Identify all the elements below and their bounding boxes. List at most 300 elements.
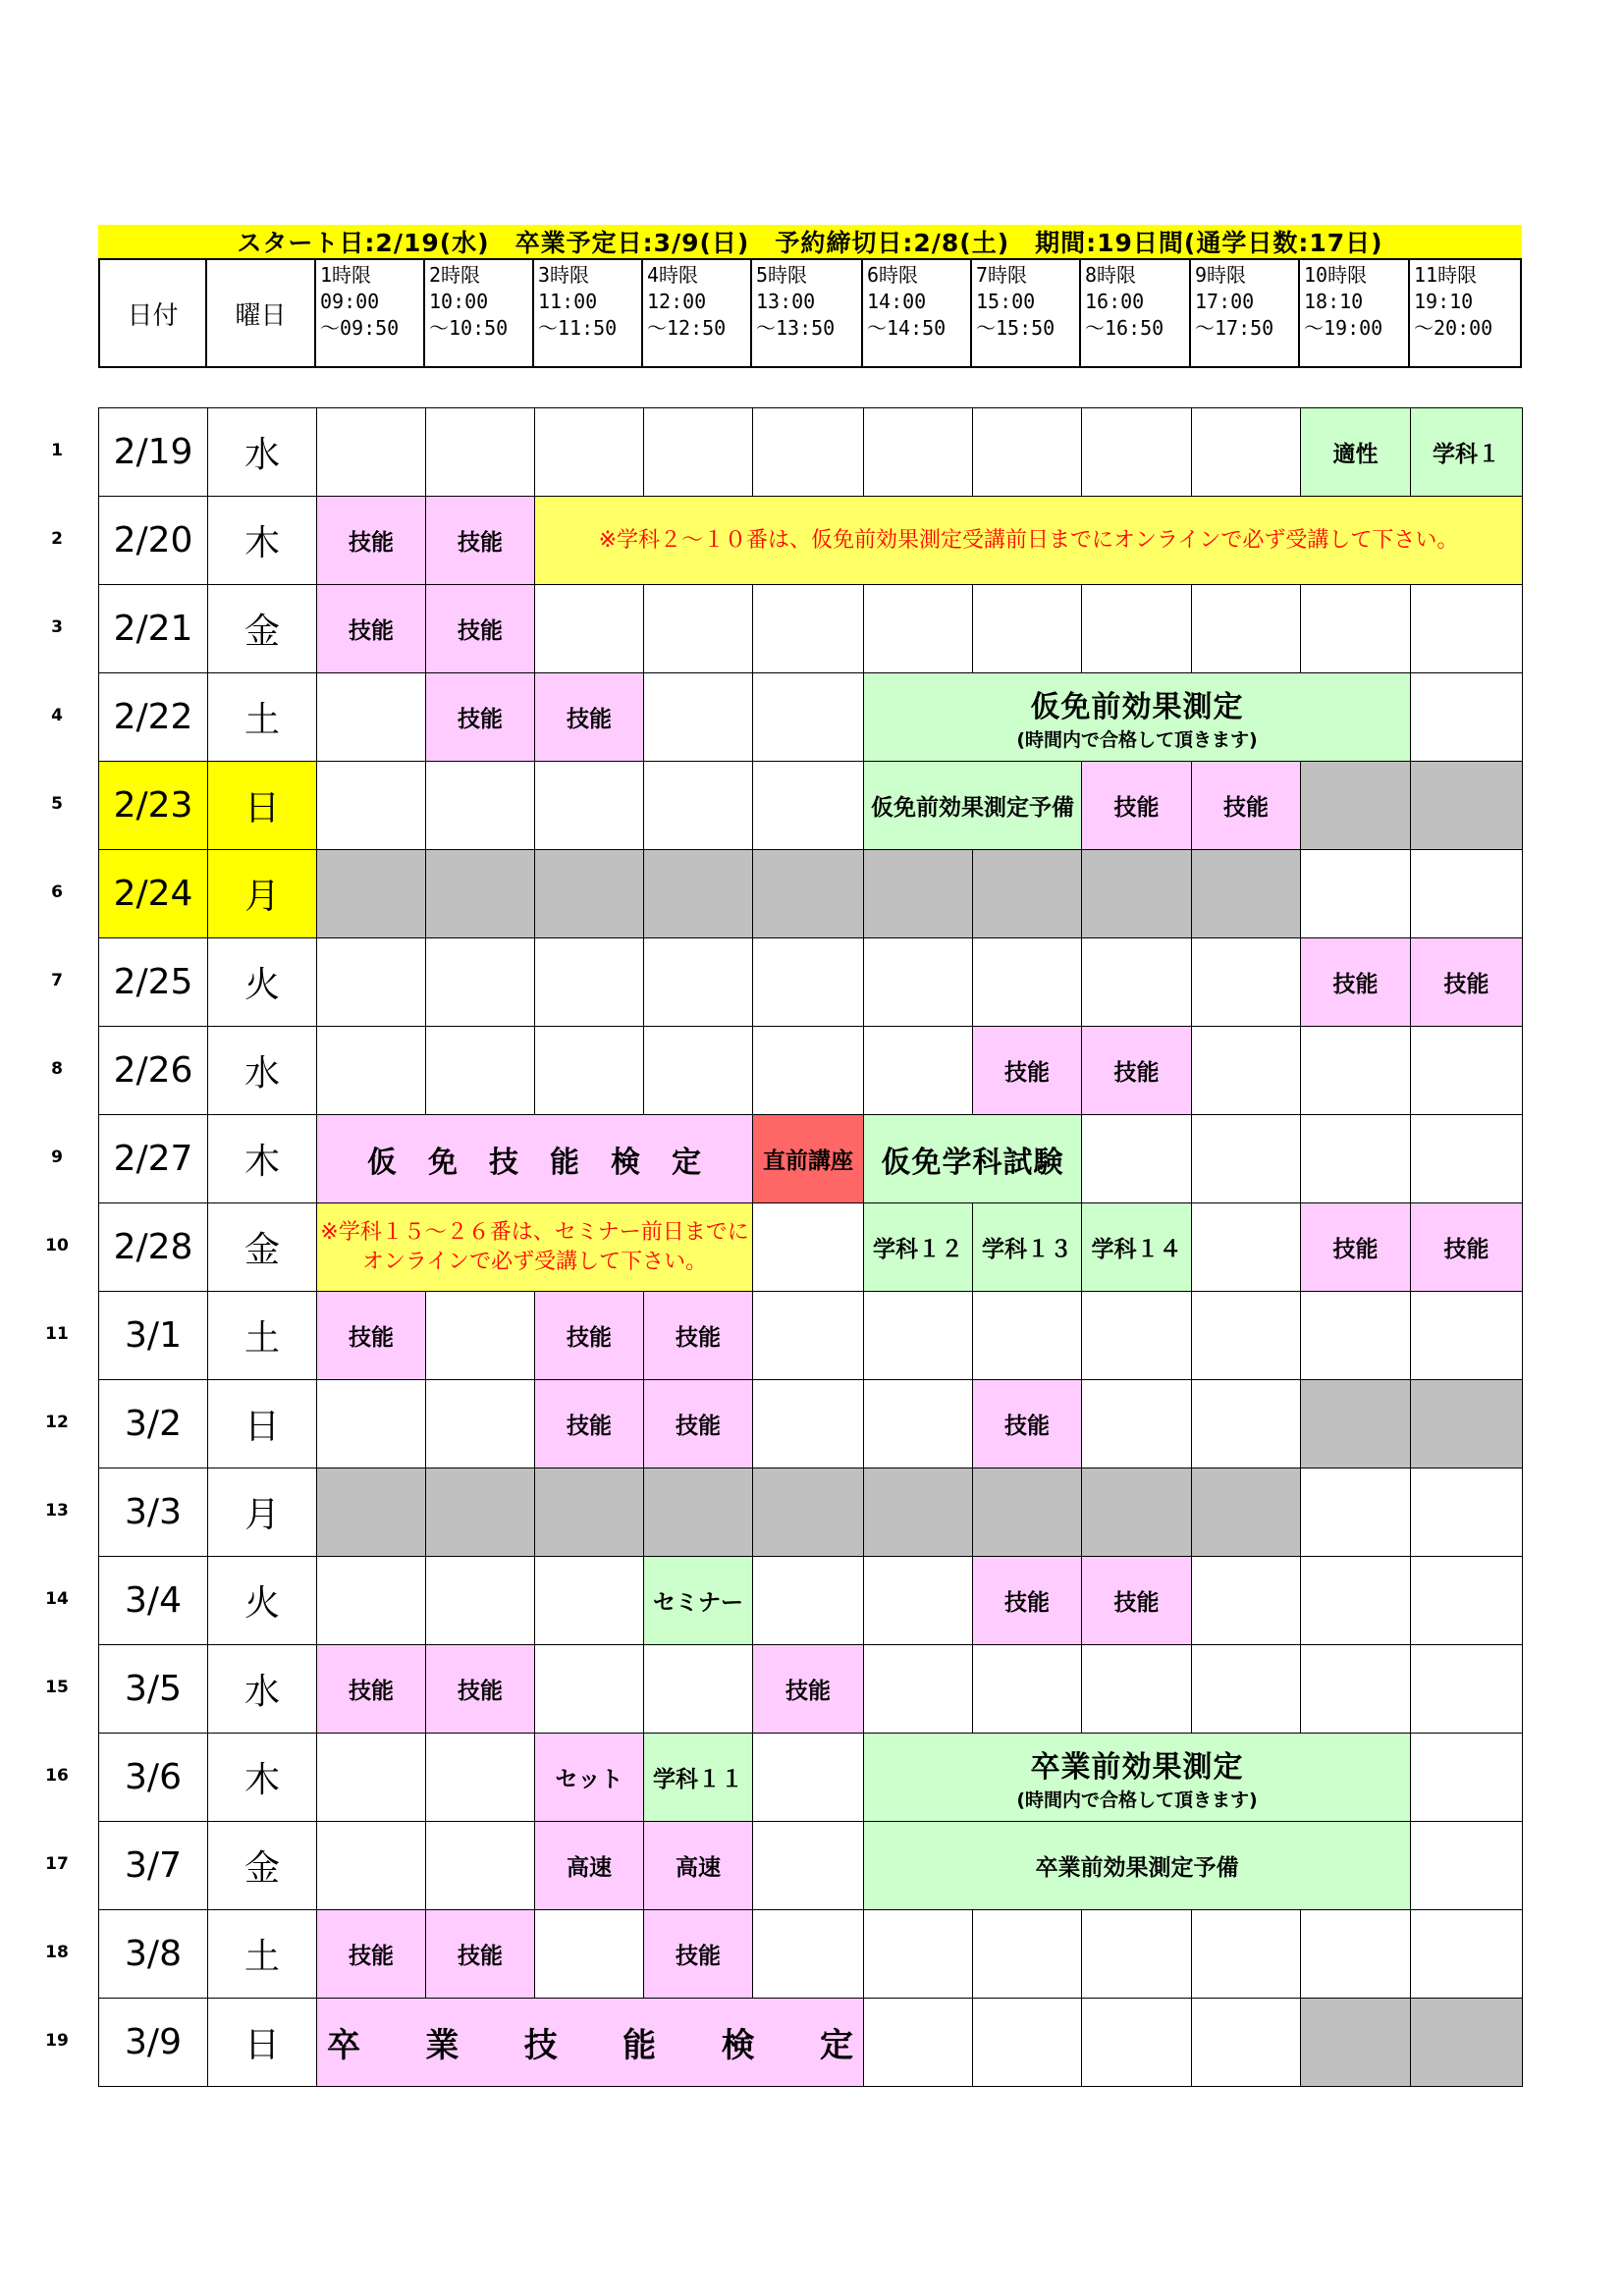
entry-label: 適性	[1332, 442, 1379, 467]
empty-slot	[1191, 584, 1301, 673]
row-weekday: 火	[207, 1556, 317, 1645]
entry-label: 技能	[349, 618, 394, 644]
row-weekday: 日	[207, 761, 317, 850]
schedule-entry	[1300, 1202, 1411, 1292]
empty-slot	[863, 1909, 973, 1999]
period-name: 4時限	[647, 263, 699, 287]
empty-slot	[1081, 1291, 1192, 1380]
period-end: ～19:00	[1304, 316, 1383, 340]
row-weekday: 土	[207, 1291, 317, 1380]
schedule-entry	[863, 672, 1411, 762]
period-end: ～14:50	[867, 316, 947, 340]
schedule-entry	[863, 1114, 1082, 1203]
closed-slot	[1191, 1468, 1301, 1557]
entry-label: 仮 免 技 能 検 定	[367, 1145, 702, 1180]
entry-label: 技能	[349, 1679, 394, 1704]
schedule-entry	[972, 1202, 1082, 1292]
period-name: 7時限	[976, 263, 1028, 287]
schedule-entry	[316, 1998, 864, 2087]
empty-slot	[425, 761, 535, 850]
schedule-entry	[534, 1291, 644, 1380]
period-name: 8時限	[1085, 263, 1137, 287]
schedule-entry	[1081, 1556, 1192, 1645]
empty-slot	[1191, 1998, 1301, 2087]
empty-slot	[1410, 672, 1523, 762]
empty-slot	[1410, 1644, 1523, 1734]
row-number: 19	[45, 2031, 69, 2051]
empty-slot	[752, 1733, 864, 1822]
entry-label: 技能	[567, 1414, 612, 1439]
row-weekday: 木	[207, 496, 317, 585]
schedule-entry	[752, 1644, 864, 1734]
closed-slot	[316, 849, 426, 938]
entry-label: 技能	[785, 1679, 831, 1704]
schedule-entry	[752, 1114, 864, 1203]
row-number: 9	[51, 1148, 63, 1167]
closed-slot	[425, 849, 535, 938]
empty-slot	[863, 1379, 973, 1468]
empty-slot	[1191, 1644, 1301, 1734]
closed-slot	[316, 1468, 426, 1557]
row-number: 16	[45, 1766, 69, 1786]
row-date: 3/6	[98, 1733, 208, 1822]
empty-slot	[1191, 1909, 1301, 1999]
entry-label: 技能	[1113, 1060, 1160, 1086]
period-name: 5時限	[756, 263, 808, 287]
entry-label: 技能	[349, 530, 394, 556]
empty-slot	[534, 584, 644, 673]
empty-slot	[1300, 1468, 1411, 1557]
schedule-entry	[1191, 761, 1301, 850]
schedule-entry	[1081, 1026, 1192, 1115]
empty-slot	[1300, 584, 1411, 673]
schedule-entry	[643, 1909, 753, 1999]
period-end: ～09:50	[320, 316, 400, 340]
empty-slot	[1410, 584, 1523, 673]
period-name: 2時限	[429, 263, 481, 287]
row-number: 8	[51, 1059, 63, 1079]
header-period-5	[752, 258, 863, 368]
empty-slot	[316, 937, 426, 1027]
period-start: 13:00	[756, 290, 816, 313]
empty-slot	[534, 937, 644, 1027]
empty-slot	[863, 1998, 973, 2087]
period-end: ～13:50	[756, 316, 836, 340]
header-period-11	[1410, 258, 1522, 368]
entry-label: 技能	[1113, 1590, 1160, 1616]
empty-slot	[1410, 1733, 1523, 1822]
row-weekday: 日	[207, 1998, 317, 2087]
entry-label: 仮免学科試験	[881, 1145, 1064, 1180]
row-date: 2/21	[98, 584, 208, 673]
empty-slot	[534, 407, 644, 497]
empty-slot	[316, 672, 426, 762]
schedule-entry	[425, 1644, 535, 1734]
entry-label: 高速	[676, 1855, 721, 1881]
row-weekday: 水	[207, 1026, 317, 1115]
empty-slot	[425, 937, 535, 1027]
row-weekday: 土	[207, 1909, 317, 1999]
header-period-3	[534, 258, 643, 368]
closed-slot	[643, 1468, 753, 1557]
schedule-entry	[534, 496, 1523, 585]
empty-slot	[643, 937, 753, 1027]
period-start: 11:00	[538, 290, 598, 313]
empty-slot	[1191, 407, 1301, 497]
entry-label: 直前講座	[763, 1148, 853, 1174]
empty-slot	[972, 1909, 1082, 1999]
closed-slot	[863, 849, 973, 938]
empty-slot	[863, 1026, 973, 1115]
row-weekday: 金	[207, 1202, 317, 1292]
row-number: 5	[51, 794, 63, 814]
period-end: ～16:50	[1085, 316, 1164, 340]
period-start: 16:00	[1085, 290, 1145, 313]
period-start: 12:00	[647, 290, 707, 313]
row-number: 18	[45, 1943, 69, 1962]
schedule-entry	[316, 584, 426, 673]
period-name: 3時限	[538, 263, 590, 287]
schedule-entry	[1081, 761, 1192, 850]
header-period-10	[1300, 258, 1410, 368]
empty-slot	[752, 1379, 864, 1468]
empty-slot	[1300, 1644, 1411, 1734]
empty-slot	[534, 1909, 644, 1999]
row-date: 3/1	[98, 1291, 208, 1380]
empty-slot	[1410, 1026, 1523, 1115]
empty-slot	[643, 1026, 753, 1115]
row-weekday: 月	[207, 849, 317, 938]
entry-label: ※学科２～１０番は、仮免前効果測定受講前日までにオンラインで必ず受講して下さい。	[598, 527, 1459, 553]
empty-slot	[1081, 584, 1192, 673]
row-weekday: 日	[207, 1379, 317, 1468]
schedule-entry	[643, 1821, 753, 1910]
row-weekday: 土	[207, 672, 317, 762]
header-period-8	[1081, 258, 1191, 368]
row-number: 13	[45, 1501, 69, 1521]
row-weekday: 木	[207, 1733, 317, 1822]
empty-slot	[752, 1026, 864, 1115]
closed-slot	[643, 849, 753, 938]
entry-label: 技能	[676, 1325, 721, 1351]
schedule-entry	[643, 1291, 753, 1380]
empty-slot	[425, 1291, 535, 1380]
period-name: 9時限	[1195, 263, 1247, 287]
header-period-9	[1191, 258, 1300, 368]
entry-label: セット	[555, 1767, 623, 1792]
entry-sublabel: (時間内で合格して頂きます)	[1016, 729, 1258, 751]
closed-slot	[1410, 1998, 1523, 2087]
period-start: 09:00	[320, 290, 380, 313]
empty-slot	[863, 584, 973, 673]
period-start: 15:00	[976, 290, 1036, 313]
schedule-entry	[972, 1556, 1082, 1645]
closed-slot	[972, 849, 1082, 938]
empty-slot	[1191, 1291, 1301, 1380]
period-end: ～11:50	[538, 316, 618, 340]
schedule-entry	[643, 1733, 753, 1822]
empty-slot	[863, 1291, 973, 1380]
empty-slot	[1191, 1379, 1301, 1468]
schedule-entry	[534, 1379, 644, 1468]
entry-label: 技能	[1443, 1237, 1489, 1262]
row-weekday: 金	[207, 1821, 317, 1910]
schedule-entry	[863, 1821, 1411, 1910]
schedule-entry	[534, 1733, 644, 1822]
entry-label: セミナー	[653, 1590, 743, 1616]
entry-label: 技能	[1332, 1237, 1379, 1262]
entry-label: 技能	[567, 1325, 612, 1351]
row-date: 2/19	[98, 407, 208, 497]
empty-slot	[1081, 1909, 1192, 1999]
schedule-entry	[316, 496, 426, 585]
period-name: 10時限	[1304, 263, 1368, 287]
row-date: 2/28	[98, 1202, 208, 1292]
row-weekday: 水	[207, 407, 317, 497]
empty-slot	[643, 1644, 753, 1734]
empty-slot	[316, 407, 426, 497]
entry-label: 卒業前効果測定	[1030, 1750, 1244, 1785]
period-end: ～12:50	[647, 316, 727, 340]
closed-slot	[1300, 1998, 1411, 2087]
row-date: 3/4	[98, 1556, 208, 1645]
empty-slot	[1081, 1998, 1192, 2087]
entry-label: 技能	[1223, 795, 1269, 821]
empty-slot	[316, 1026, 426, 1115]
empty-slot	[972, 1998, 1082, 2087]
entry-label: 学科１１	[653, 1767, 743, 1792]
empty-slot	[1081, 937, 1192, 1027]
entry-label: 仮免前効果測定予備	[871, 795, 1074, 821]
schedule-entry	[316, 1291, 426, 1380]
empty-slot	[1410, 1468, 1523, 1557]
period-end: ～17:50	[1195, 316, 1274, 340]
entry-label: 技能	[458, 707, 503, 732]
entry-label: 技能	[1332, 972, 1379, 997]
course-summary-banner: スタート日:2/19(水) 卒業予定日:3/9(日) 予約締切日:2/8(土) 期間:19日間(通学日数:17日)	[98, 225, 1522, 258]
entry-label: 学科１４	[1091, 1237, 1182, 1262]
row-date: 2/27	[98, 1114, 208, 1203]
empty-slot	[752, 937, 864, 1027]
empty-slot	[316, 1556, 426, 1645]
schedule-entry	[643, 1379, 753, 1468]
header-period-6	[863, 258, 972, 368]
empty-slot	[534, 1644, 644, 1734]
row-weekday: 月	[207, 1468, 317, 1557]
period-end: ～20:00	[1414, 316, 1493, 340]
empty-slot	[425, 1026, 535, 1115]
schedule-entry	[972, 1379, 1082, 1468]
empty-slot	[972, 584, 1082, 673]
entry-label: 技能	[349, 1325, 394, 1351]
schedule-entry	[316, 1114, 753, 1203]
empty-slot	[316, 761, 426, 850]
row-weekday: 木	[207, 1114, 317, 1203]
period-name: 11時限	[1414, 263, 1478, 287]
empty-slot	[972, 1291, 1082, 1380]
entry-char: 卒	[327, 2026, 360, 2065]
schedule-entry	[863, 1202, 973, 1292]
empty-slot	[1081, 1644, 1192, 1734]
schedule-entry	[425, 584, 535, 673]
period-start: 14:00	[867, 290, 927, 313]
row-date: 3/5	[98, 1644, 208, 1734]
empty-slot	[316, 1733, 426, 1822]
empty-slot	[1081, 407, 1192, 497]
empty-slot	[1300, 1026, 1411, 1115]
schedule-entry	[1300, 937, 1411, 1027]
entry-label: 技能	[458, 1944, 503, 1969]
entry-label: 技能	[1004, 1590, 1050, 1616]
empty-slot	[643, 672, 753, 762]
row-number: 2	[51, 529, 63, 549]
schedule-entry	[1410, 1202, 1523, 1292]
entry-label: 技能	[567, 707, 612, 732]
closed-slot	[425, 1468, 535, 1557]
entry-label: 技能	[1004, 1414, 1050, 1439]
empty-slot	[1300, 1556, 1411, 1645]
schedule-entry	[972, 1026, 1082, 1115]
empty-slot	[425, 1556, 535, 1645]
period-name: 1時限	[320, 263, 372, 287]
schedule-entry	[534, 1821, 644, 1910]
header-period-7	[972, 258, 1081, 368]
period-end: ～15:50	[976, 316, 1056, 340]
empty-slot	[752, 1202, 864, 1292]
period-start: 19:10	[1414, 290, 1474, 313]
empty-slot	[1191, 937, 1301, 1027]
entry-label: 卒業前効果測定予備	[1035, 1855, 1239, 1881]
row-date: 3/3	[98, 1468, 208, 1557]
entry-label: 技能	[458, 530, 503, 556]
row-date: 3/2	[98, 1379, 208, 1468]
row-number: 11	[45, 1324, 69, 1344]
empty-slot	[1410, 1821, 1523, 1910]
closed-slot	[972, 1468, 1082, 1557]
empty-slot	[1191, 1556, 1301, 1645]
schedule-entry	[1410, 937, 1523, 1027]
empty-slot	[752, 407, 864, 497]
entry-char: 業	[425, 2026, 460, 2065]
entry-char: 技	[523, 2026, 558, 2065]
closed-slot	[1300, 1379, 1411, 1468]
empty-slot	[1410, 1909, 1523, 1999]
empty-slot	[972, 1644, 1082, 1734]
empty-slot	[534, 1026, 644, 1115]
header-period-4	[643, 258, 752, 368]
empty-slot	[643, 407, 753, 497]
empty-slot	[534, 761, 644, 850]
schedule-entry	[316, 1644, 426, 1734]
empty-slot	[1300, 1291, 1411, 1380]
empty-slot	[1081, 1379, 1192, 1468]
empty-slot	[752, 584, 864, 673]
closed-slot	[752, 1468, 864, 1557]
entry-label: 技能	[676, 1414, 721, 1439]
row-number: 12	[45, 1413, 69, 1432]
empty-slot	[425, 1821, 535, 1910]
empty-slot	[1410, 849, 1523, 938]
row-number: 14	[45, 1589, 69, 1609]
empty-slot	[1300, 1114, 1411, 1203]
empty-slot	[752, 672, 864, 762]
schedule-entry	[316, 1909, 426, 1999]
empty-slot	[1410, 1291, 1523, 1380]
header-period-2	[425, 258, 534, 368]
row-weekday: 水	[207, 1644, 317, 1734]
entry-label: 技能	[349, 1944, 394, 1969]
empty-slot	[863, 937, 973, 1027]
schedule-entry	[863, 1733, 1411, 1822]
closed-slot	[534, 1468, 644, 1557]
header-period-1	[316, 258, 425, 368]
row-date: 3/9	[98, 1998, 208, 2087]
closed-slot	[1081, 849, 1192, 938]
empty-slot	[1191, 1114, 1301, 1203]
entry-char: 能	[623, 2026, 657, 2065]
row-number: 3	[51, 617, 63, 637]
entry-label: 技能	[676, 1944, 721, 1969]
closed-slot	[752, 849, 864, 938]
closed-slot	[863, 1468, 973, 1557]
closed-slot	[1410, 1379, 1523, 1468]
empty-slot	[752, 1291, 864, 1380]
empty-slot	[316, 1379, 426, 1468]
entry-label: 仮免前効果測定	[1030, 690, 1244, 724]
closed-slot	[1300, 761, 1411, 850]
entry-label: 高速	[567, 1855, 612, 1881]
row-date: 2/25	[98, 937, 208, 1027]
schedule-entry	[863, 761, 1082, 850]
row-number: 4	[51, 706, 63, 725]
entry-label: 学科１３	[982, 1237, 1072, 1262]
schedule-entry	[643, 1556, 753, 1645]
entry-label: 学科１２	[873, 1237, 963, 1262]
empty-slot	[425, 1733, 535, 1822]
schedule-entry	[425, 672, 535, 762]
row-date: 2/23	[98, 761, 208, 850]
row-date: 3/8	[98, 1909, 208, 1999]
row-weekday: 火	[207, 937, 317, 1027]
closed-slot	[1191, 849, 1301, 938]
empty-slot	[534, 1556, 644, 1645]
empty-slot	[863, 407, 973, 497]
empty-slot	[972, 937, 1082, 1027]
empty-slot	[643, 761, 753, 850]
empty-slot	[1300, 1909, 1411, 1999]
row-number: 7	[51, 971, 63, 990]
period-start: 17:00	[1195, 290, 1255, 313]
empty-slot	[972, 407, 1082, 497]
empty-slot	[752, 1909, 864, 1999]
header-date: 日付	[98, 258, 207, 368]
entry-label: 技能	[1113, 795, 1160, 821]
header-dow: 曜日	[207, 258, 316, 368]
row-number: 17	[45, 1854, 69, 1874]
row-weekday: 金	[207, 584, 317, 673]
schedule-entry	[534, 672, 644, 762]
entry-label: 技能	[458, 618, 503, 644]
row-date: 3/7	[98, 1821, 208, 1910]
empty-slot	[1081, 1114, 1192, 1203]
empty-slot	[1191, 1026, 1301, 1115]
row-date: 2/26	[98, 1026, 208, 1115]
empty-slot	[643, 584, 753, 673]
row-date: 2/24	[98, 849, 208, 938]
empty-slot	[863, 1644, 973, 1734]
period-start: 10:00	[429, 290, 489, 313]
period-start: 18:10	[1304, 290, 1364, 313]
